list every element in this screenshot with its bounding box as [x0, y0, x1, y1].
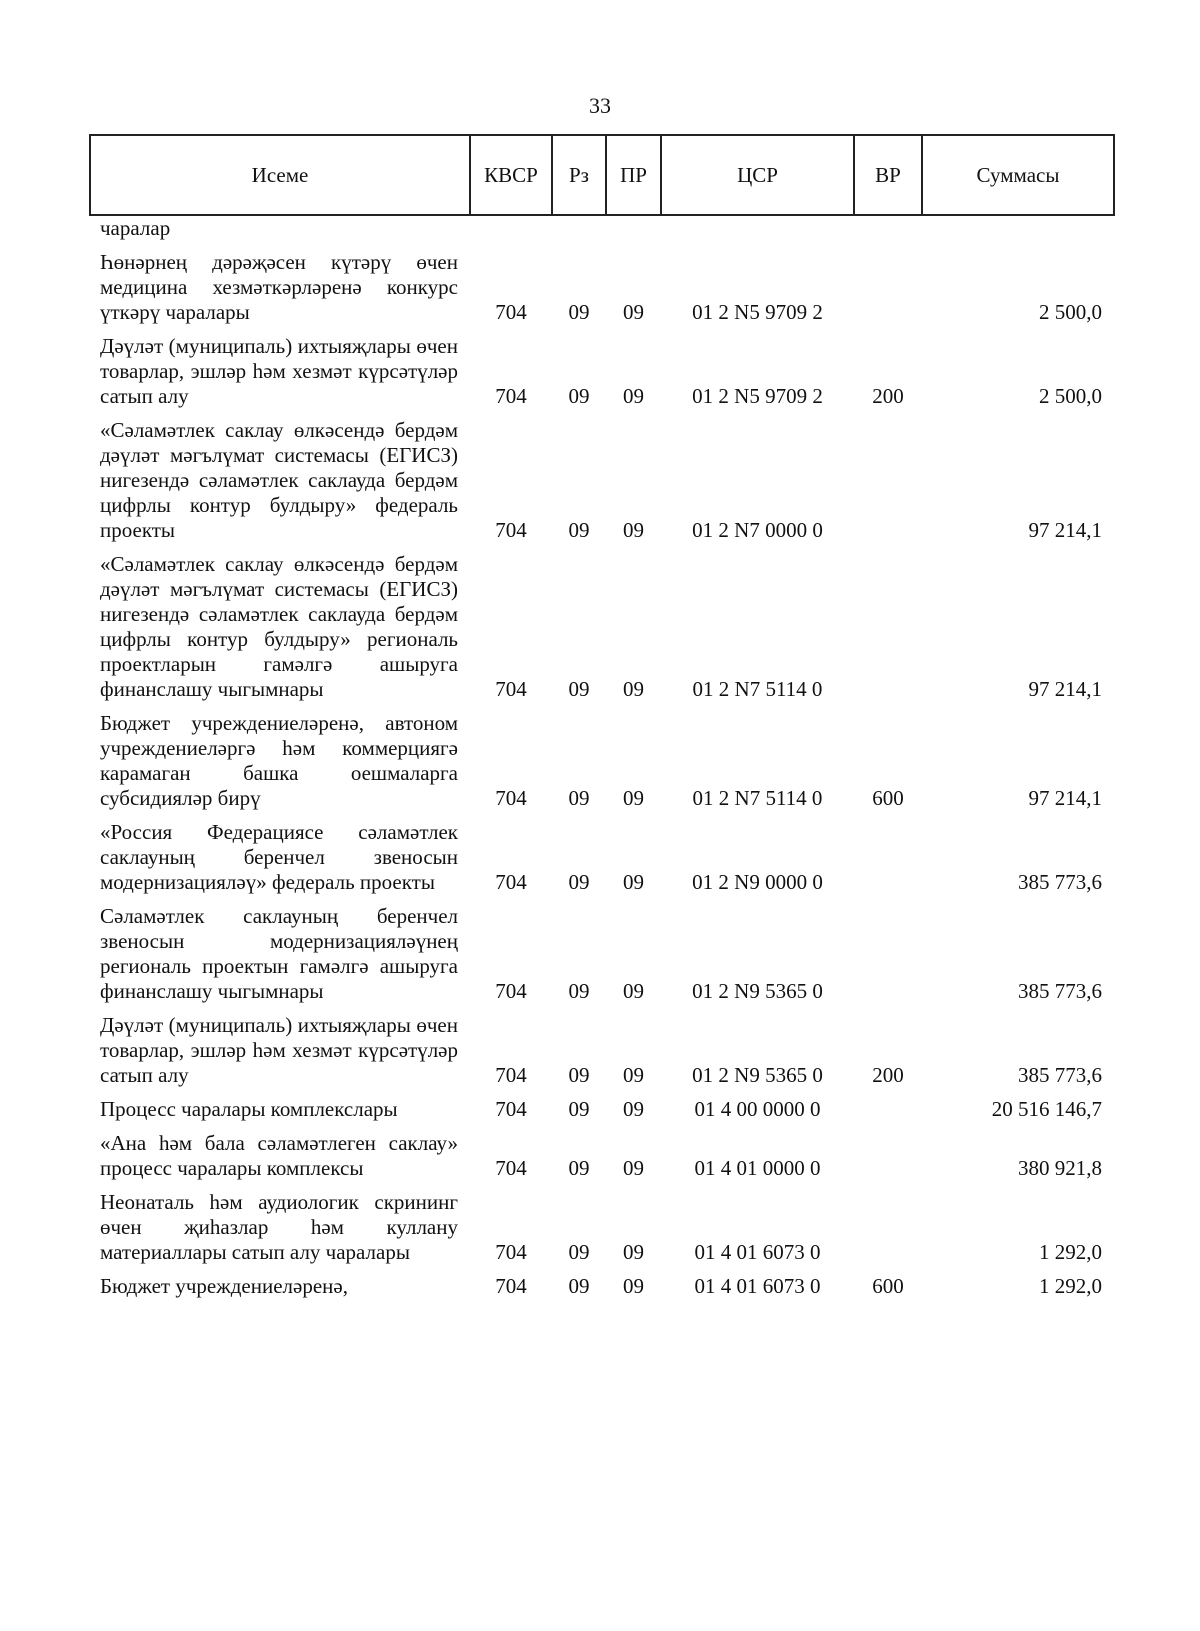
cell-rz — [552, 215, 606, 241]
cell-name: Неонаталь һәм аудиологик скрининг өчен җиһазлар һәм куллану материаллары сатып алу чаралары — [100, 1190, 458, 1264]
cell-vr — [854, 1181, 922, 1265]
cell-name: Һөнәрнең дәрәҗәсен күтәрү өчен медицина хезмәткәрләренә конкурс үткәрү чаралары — [100, 250, 458, 324]
budget-table-container — [89, 134, 1113, 1299]
cell-sum: 380 921,8 — [1018, 1156, 1102, 1180]
cell-rz: 09 — [568, 1063, 590, 1087]
table-body — [90, 215, 1114, 1299]
cell-pr: 09 — [623, 1274, 644, 1298]
cell-sum: 97 214,1 — [1028, 786, 1102, 810]
header-vr: ВР — [854, 135, 922, 215]
cell-sum: 2 500,0 — [1039, 384, 1102, 408]
cell-rz: 09 — [568, 1097, 590, 1121]
cell-pr: 09 — [623, 1156, 644, 1180]
cell-name: «Россия Федерациясе сәламәтлек саклауның беренчел звеносын модернизацияләү» федераль проекты — [100, 820, 458, 894]
cell-csr: 01 2 N5 9709 2 — [692, 384, 823, 408]
cell-pr: 09 — [623, 979, 644, 1003]
cell-sum: 2 500,0 — [1039, 300, 1102, 324]
cell-csr: 01 4 01 6073 0 — [694, 1240, 821, 1264]
cell-name: Сәламәтлек саклауның беренчел звеносын модернизацияләүнең региональ проектын гамәлгә ашыруга финанслашу чыгымнары — [100, 904, 458, 1003]
cell-vr: 600 — [872, 1274, 904, 1298]
cell-rz: 09 — [568, 384, 590, 408]
cell-kvsr: 704 — [495, 677, 527, 701]
cell-vr — [854, 241, 922, 325]
table-row — [90, 543, 1114, 702]
table-row — [90, 1181, 1114, 1265]
cell-sum: 97 214,1 — [1028, 677, 1102, 701]
cell-kvsr: 704 — [495, 1156, 527, 1180]
cell-vr: 200 — [872, 384, 904, 408]
cell-name: «Ана һәм бала сәламәтлеген саклау» процесс чаралары комплексы — [100, 1131, 458, 1180]
cell-vr — [854, 895, 922, 1004]
header-pr: ПР — [606, 135, 661, 215]
cell-kvsr: 704 — [495, 1240, 527, 1264]
cell-sum: 385 773,6 — [1018, 1063, 1102, 1087]
cell-rz: 09 — [568, 1274, 590, 1298]
cell-name: Бюджет учреждениеләренә, автоном учреждениеләргә һәм коммерциягә карамаган башка оешмаларга субсидияләр бирү — [100, 711, 458, 810]
cell-kvsr: 704 — [495, 1063, 527, 1087]
cell-kvsr: 704 — [495, 979, 527, 1003]
cell-pr: 09 — [623, 300, 644, 324]
table-row — [90, 702, 1114, 811]
cell-vr — [854, 1088, 922, 1122]
cell-vr — [854, 811, 922, 895]
table-row — [90, 215, 1114, 241]
cell-pr: 09 — [623, 518, 644, 542]
cell-pr: 09 — [623, 677, 644, 701]
cell-pr: 09 — [623, 786, 644, 810]
budget-table — [89, 134, 1115, 1299]
table-header — [90, 135, 1114, 215]
cell-pr: 09 — [623, 384, 644, 408]
cell-name: Бюджет учреждениеләренә, — [100, 1274, 348, 1298]
cell-csr: 01 2 N5 9709 2 — [692, 300, 823, 324]
cell-kvsr: 704 — [495, 300, 527, 324]
cell-rz: 09 — [568, 518, 590, 542]
cell-vr — [854, 1122, 922, 1181]
header-rz: Рз — [552, 135, 606, 215]
cell-vr — [854, 543, 922, 702]
cell-vr: 200 — [872, 1063, 904, 1087]
cell-csr: 01 4 01 0000 0 — [694, 1156, 821, 1180]
cell-sum — [922, 215, 1114, 241]
cell-kvsr: 704 — [495, 518, 527, 542]
cell-csr: 01 4 00 0000 0 — [694, 1097, 821, 1121]
header-name: Исеме — [90, 135, 470, 215]
table-row — [90, 241, 1114, 325]
cell-pr: 09 — [623, 1063, 644, 1087]
cell-csr: 01 2 N9 0000 0 — [692, 870, 823, 894]
table-row — [90, 1265, 1114, 1299]
cell-vr — [854, 409, 922, 543]
cell-pr: 09 — [623, 870, 644, 894]
cell-sum: 1 292,0 — [1039, 1240, 1102, 1264]
cell-rz: 09 — [568, 786, 590, 810]
cell-rz: 09 — [568, 1156, 590, 1180]
cell-csr: 01 4 01 6073 0 — [694, 1274, 821, 1298]
cell-sum: 385 773,6 — [1018, 979, 1102, 1003]
cell-kvsr: 704 — [495, 1274, 527, 1298]
cell-sum: 385 773,6 — [1018, 870, 1102, 894]
cell-sum: 20 516 146,7 — [991, 1097, 1102, 1121]
cell-csr: 01 2 N7 0000 0 — [692, 518, 823, 542]
page-number: 33 — [589, 93, 611, 118]
cell-csr: 01 2 N7 5114 0 — [692, 677, 823, 701]
cell-kvsr: 704 — [495, 786, 527, 810]
table-row — [90, 895, 1114, 1004]
table-row — [90, 1122, 1114, 1181]
cell-rz: 09 — [568, 1240, 590, 1264]
table-row — [90, 325, 1114, 409]
cell-name: Процесс чаралары комплекслары — [100, 1097, 398, 1121]
cell-csr: 01 2 N7 5114 0 — [692, 786, 823, 810]
cell-kvsr: 704 — [495, 384, 527, 408]
cell-rz: 09 — [568, 300, 590, 324]
cell-name: чаралар — [100, 216, 171, 240]
table-row — [90, 1004, 1114, 1088]
cell-pr — [606, 215, 661, 241]
cell-name: Дәүләт (муниципаль) ихтыяҗлары өчен товарлар, эшләр һәм хезмәт күрсәтүләр сатып алу — [100, 1013, 458, 1087]
cell-pr: 09 — [623, 1097, 644, 1121]
cell-csr: 01 2 N9 5365 0 — [692, 979, 823, 1003]
cell-rz: 09 — [568, 979, 590, 1003]
cell-kvsr: 704 — [495, 870, 527, 894]
cell-rz: 09 — [568, 870, 590, 894]
cell-sum: 97 214,1 — [1028, 518, 1102, 542]
header-csr: ЦСР — [661, 135, 854, 215]
cell-name: «Сәламәтлек саклау өлкәсендә бердәм дәүләт мәгълүмат системасы (ЕГИСЗ) нигезендә сәламәтлек саклауда бердәм цифрлы контур булдыру» региональ проектларын гамәлгә ашыруга финанслашу чыгымнары — [100, 552, 458, 701]
cell-csr — [661, 215, 854, 241]
table-row — [90, 1088, 1114, 1122]
cell-csr: 01 2 N9 5365 0 — [692, 1063, 823, 1087]
cell-name: «Сәламәтлек саклау өлкәсендә бердәм дәүләт мәгълүмат системасы (ЕГИСЗ) нигезендә сәламәтлек саклауда бердәм цифрлы контур булдыру» федераль проекты — [100, 418, 458, 542]
table-row — [90, 811, 1114, 895]
cell-rz: 09 — [568, 677, 590, 701]
cell-kvsr: 704 — [495, 1097, 527, 1121]
cell-vr — [854, 215, 922, 241]
cell-vr: 600 — [872, 786, 904, 810]
header-kvsr: КВСР — [470, 135, 552, 215]
cell-sum: 1 292,0 — [1039, 1274, 1102, 1298]
cell-pr: 09 — [623, 1240, 644, 1264]
cell-name: Дәүләт (муниципаль) ихтыяҗлары өчен товарлар, эшләр һәм хезмәт күрсәтүләр сатып алу — [100, 334, 458, 408]
table-row — [90, 409, 1114, 543]
cell-kvsr — [470, 215, 552, 241]
header-sum: Суммасы — [922, 135, 1114, 215]
